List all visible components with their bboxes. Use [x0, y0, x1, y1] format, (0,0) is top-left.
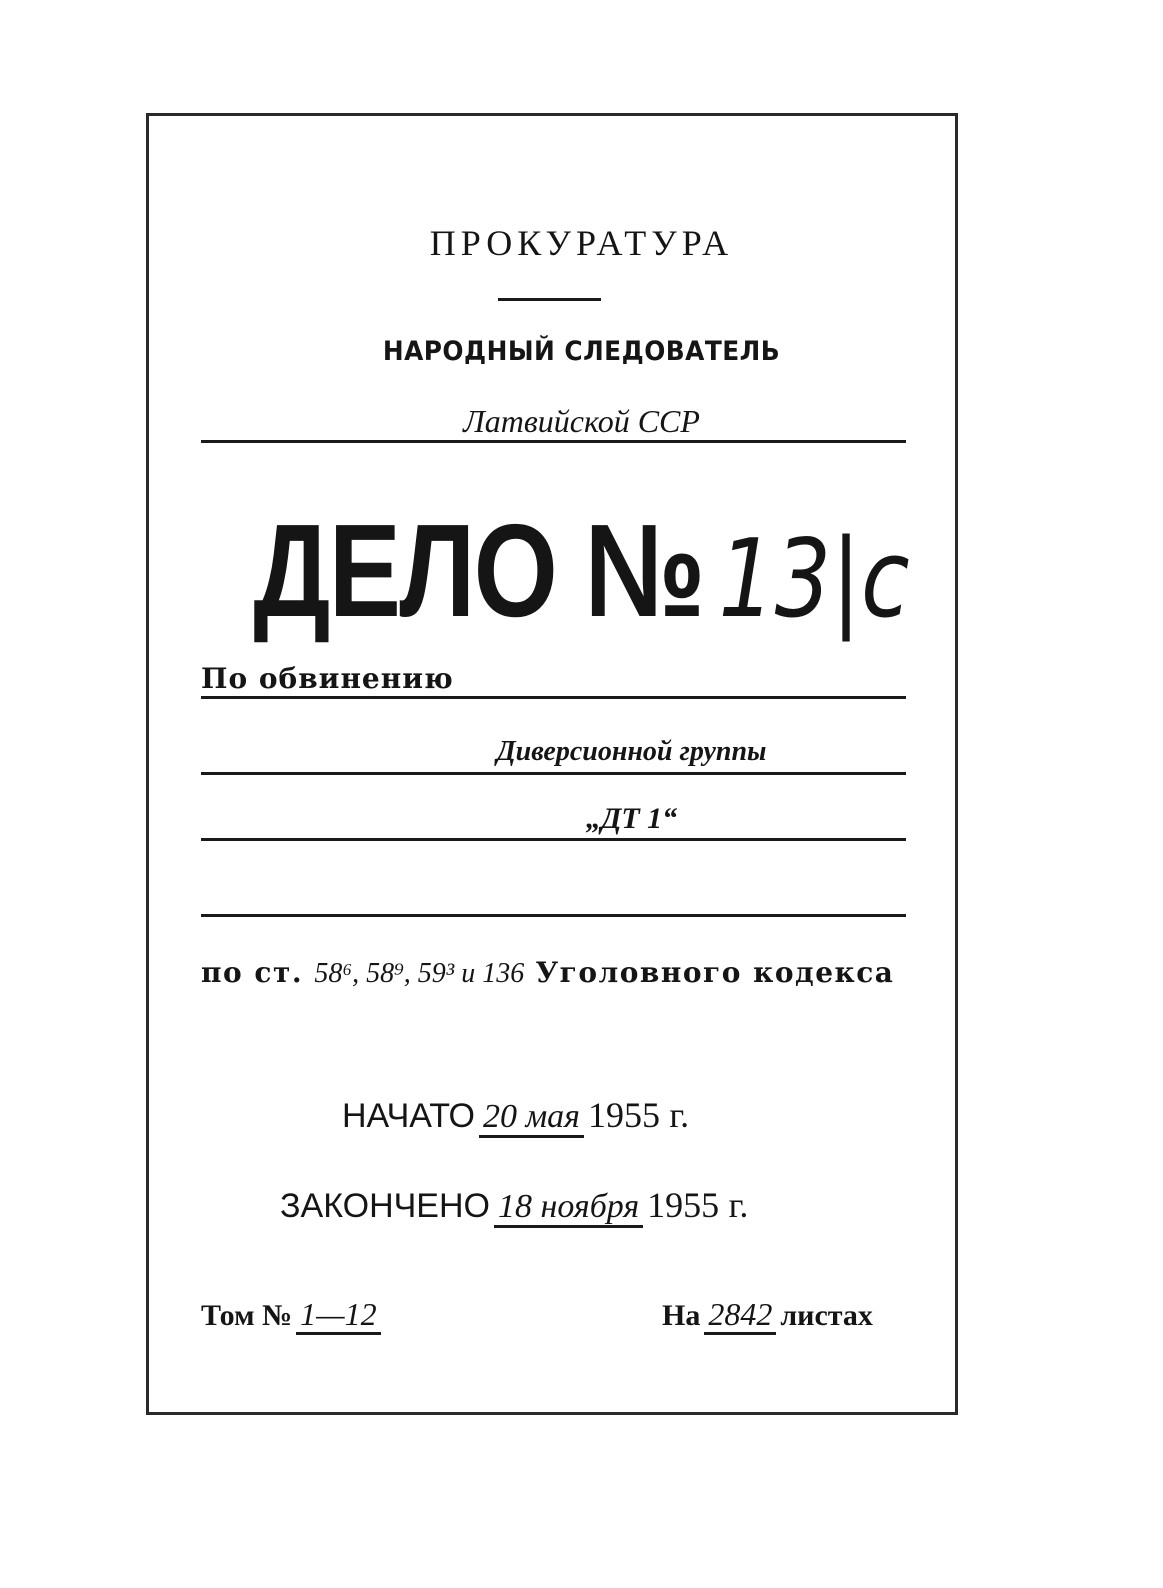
- started-year: 1955: [587, 1095, 660, 1135]
- started-date: 20 мая: [479, 1098, 584, 1138]
- accusation-line2-underline: [201, 838, 906, 841]
- investigator-title: НАРОДНЫЙ СЛЕДОВАТЕЛЬ: [382, 336, 781, 367]
- articles-suffix: Уголовного кодекса: [535, 956, 895, 989]
- republic-underline: [201, 440, 906, 443]
- volume-label: Том №: [201, 1299, 293, 1332]
- started-year-suffix: г.: [669, 1095, 690, 1135]
- accusation-line1-underline: [201, 772, 906, 775]
- finished-line: [280, 1184, 748, 1226]
- finished-year-suffix: г.: [728, 1185, 749, 1225]
- accusation-label: По обвинению: [201, 662, 454, 695]
- office-title: ПРОКУРАТУРА: [429, 223, 734, 263]
- blank-line: [201, 914, 906, 917]
- accusation-line1: Диверсионной группы: [496, 736, 767, 767]
- finished-date: 18 ноября: [494, 1188, 643, 1228]
- articles-list: 58⁶, 58⁹, 59³ и 136: [314, 958, 525, 989]
- sheets-prefix: На: [662, 1299, 701, 1332]
- case-number: 13|с: [718, 517, 910, 642]
- articles-line: [201, 956, 894, 990]
- accusation-underline: [201, 696, 906, 699]
- finished-year: 1955: [647, 1185, 720, 1225]
- finished-label: ЗАКОНЧЕНО: [280, 1187, 490, 1225]
- case-label: ДЕЛО №: [253, 497, 704, 644]
- sheets-line: [662, 1296, 873, 1333]
- sheets-value: 2842: [704, 1296, 776, 1335]
- volume-line: [201, 1296, 385, 1333]
- articles-prefix: по ст.: [201, 956, 304, 989]
- sheets-suffix: листах: [780, 1299, 873, 1332]
- volume-value: 1—12: [296, 1296, 380, 1335]
- title-divider: [498, 298, 601, 301]
- republic-text: Латвийской ССР: [463, 403, 700, 439]
- case-heading: [105, 497, 1059, 644]
- started-line: [342, 1094, 689, 1136]
- started-label: НАЧАТО: [342, 1097, 475, 1135]
- accusation-line2: „ДТ 1“: [585, 802, 678, 835]
